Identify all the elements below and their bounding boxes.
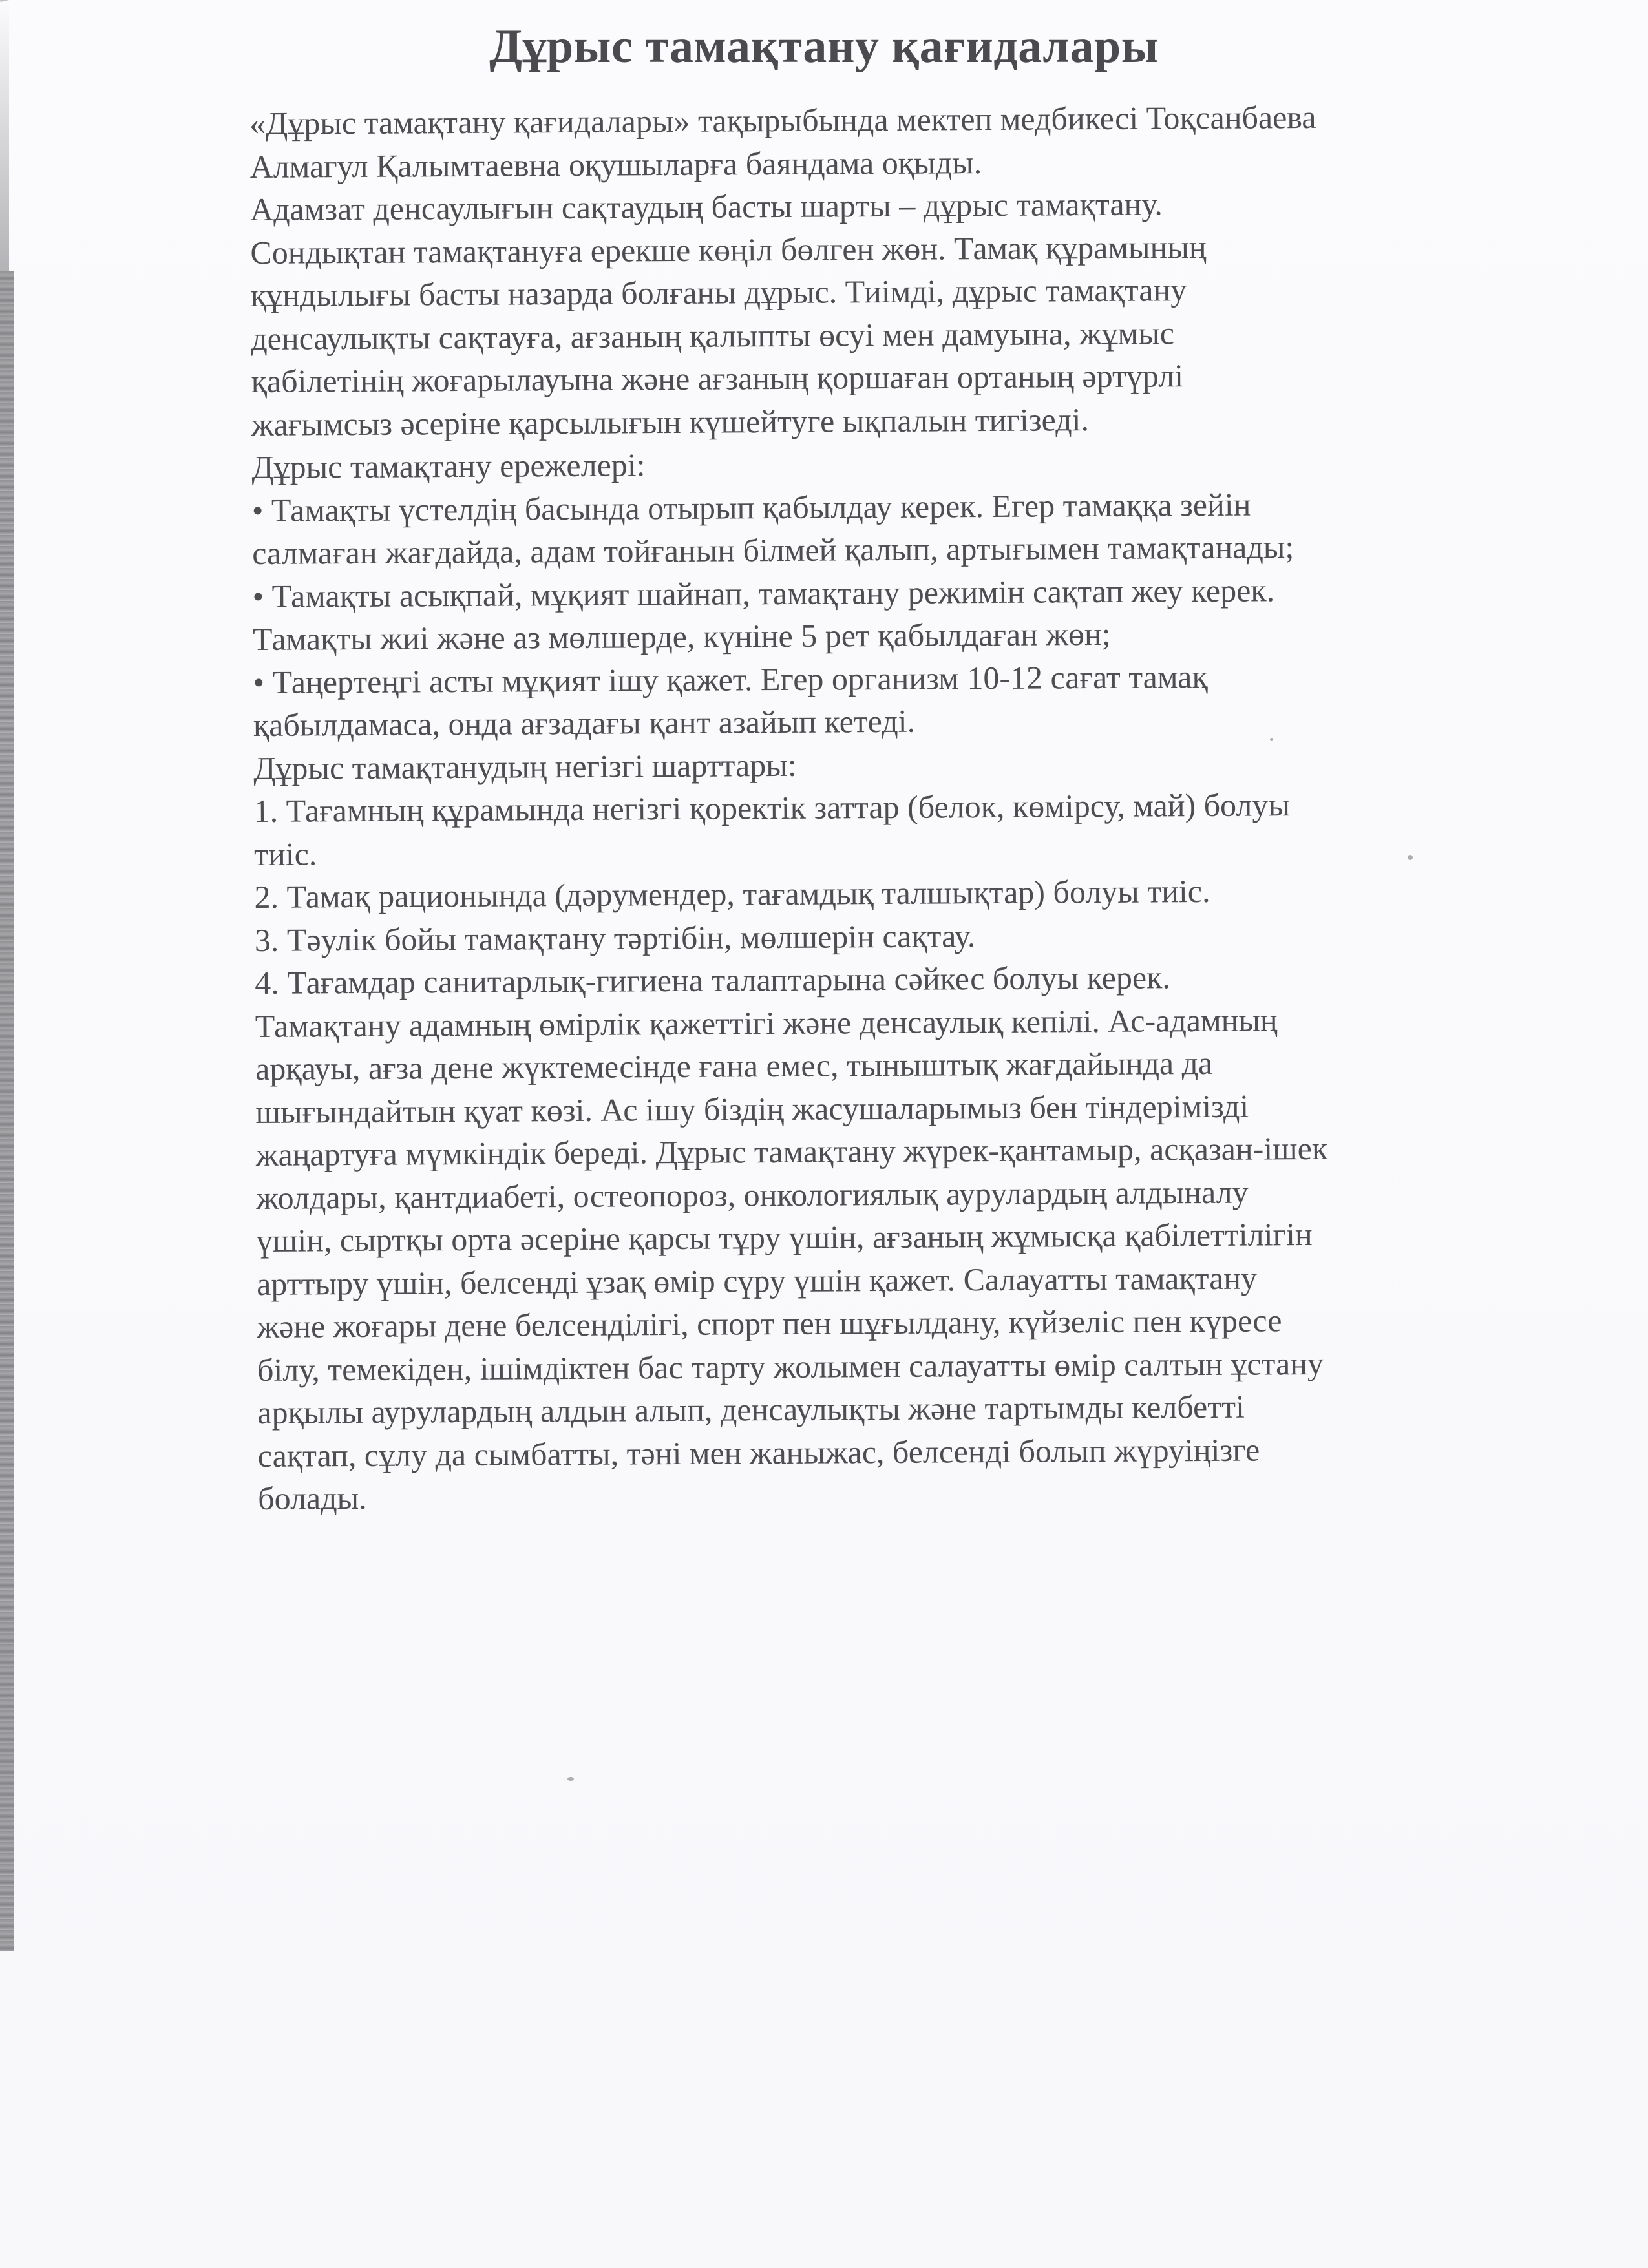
scan-crease-line — [0, 0, 266, 2]
body-line: 3. Тәулік бойы тамақтану тәртібін, мөлшерін сақтау. — [254, 917, 976, 958]
body-line: арқылы аурулардың алдын алып, денсаулықты және тартымды келбетті — [257, 1388, 1245, 1431]
body-line: • Тамақты асықпай, мұқият шайнап, тамақтану режимін сақтап жеу керек. — [252, 571, 1275, 614]
body-line: 1. Тағамның құрамында негізгі қоректік заттар (белок, көмірсу, май) болуы — [253, 786, 1291, 829]
body-line: тиіс. — [253, 835, 317, 872]
scan-shadow-left-edge — [0, 271, 14, 1951]
body-line: жолдары, қантдиабеті, остеопороз, онкологиялық аурулардың алдыналу — [256, 1173, 1249, 1216]
body-line: Сондықтан тамақтануға ерекше көңіл бөлген жөн. Тамақ құрамының — [250, 228, 1207, 271]
body-line: Дұрыс тамақтанудың негізгі шарттары: — [253, 746, 797, 786]
body-line: денсаулықты сақтауға, ағзаның қалыпты өсуі мен дамуына, жұмыс — [251, 314, 1175, 357]
body-line: «Дұрыс тамақтану қағидалары» тақырыбында мектеп медбикесі Тоқсанбаева — [249, 98, 1316, 142]
scan-speck — [1408, 855, 1413, 860]
body-line: қабілетінің жоғарылауына және ағзаның қоршаған ортаның әртүрлі — [251, 357, 1184, 399]
scan-speck — [567, 1777, 574, 1781]
document-title: Дұрыс тамақтану қағидалары — [489, 20, 1159, 73]
body-line: • Таңертеңгі асты мұқият ішу қажет. Егер организм 10-12 сағат тамақ — [253, 658, 1208, 700]
body-line: үшін, сыртқы орта әсеріне қарсы тұру үшін, ағзаның жұмысқа қабілеттілігін — [256, 1215, 1313, 1259]
body-line: шығындайтын қуат көзі. Ас ішу біздің жасушаларымыз бен тіндерімізді — [255, 1087, 1249, 1130]
document-body — [249, 94, 1557, 1520]
body-line: 4. Тағамдар санитарлық-гигиена талаптарына сәйкес болуы керек. — [255, 959, 1171, 1001]
body-line: сақтап, сұлу да сымбатты, тәні мен жаныжас, белсенді болып жүруіңізге — [257, 1431, 1260, 1474]
scan-speck — [1270, 738, 1273, 741]
body-line: жаңартуға мүмкіндік береді. Дұрыс тамақтану жүрек-қантамыр, асқазан-ішек — [255, 1129, 1328, 1173]
body-line: қабылдамаса, онда ағзадағы қант азайып кетеді. — [253, 702, 916, 743]
body-line: Алмагул Қалымтаевна оқушыларға баяндама оқыды. — [249, 143, 982, 185]
body-line: 2. Тамақ рационында (дәрумендер, тағамдық талшықтар) болуы тиіс. — [254, 872, 1210, 915]
body-line: және жоғары дене белсенділігі, спорт пен шұғылдану, күйзеліс пен күресе — [257, 1302, 1282, 1345]
body-line: жағымсыз әсеріне қарсылығын күшейтуге ықпалын тигізеді. — [251, 401, 1090, 443]
body-line: Тамақты жиі және аз мөлшерде, күніне 5 рет қабылдаған жөн; — [252, 615, 1111, 657]
body-line: құндылығы басты назарда болғаны дұрыс. Тиімді, дұрыс тамақтану — [250, 271, 1187, 313]
body-line: арқауы, ағза дене жүктемесінде ғана емес, тыныштық жағдайында да — [255, 1044, 1213, 1087]
body-line: Адамзат денсаулығын сақтаудың басты шарты – дұрыс тамақтану. — [249, 185, 1163, 227]
body-line: • Тамақты үстелдің басында отырып қабылдау керек. Егер тамаққа зейін — [251, 486, 1251, 529]
body-line: салмаған жағдайда, адам тойғанын білмей қалып, артығымен тамақтанады; — [252, 529, 1294, 571]
body-line: білу, темекіден, ішімдіктен бас тарту жолымен салауатты өмір салтын ұстану — [257, 1345, 1324, 1388]
body-line: арттыру үшін, белсенді ұзақ өмір сүру үшін қажет. Салауатты тамақтану — [256, 1259, 1258, 1302]
body-line: болады. — [258, 1479, 367, 1517]
body-line: Тамақтану адамның өмірлік қажеттігі және денсаулық кепілі. Ас-адамның — [255, 1001, 1278, 1044]
body-line: Дұрыс тамақтану ережелері: — [251, 446, 646, 485]
